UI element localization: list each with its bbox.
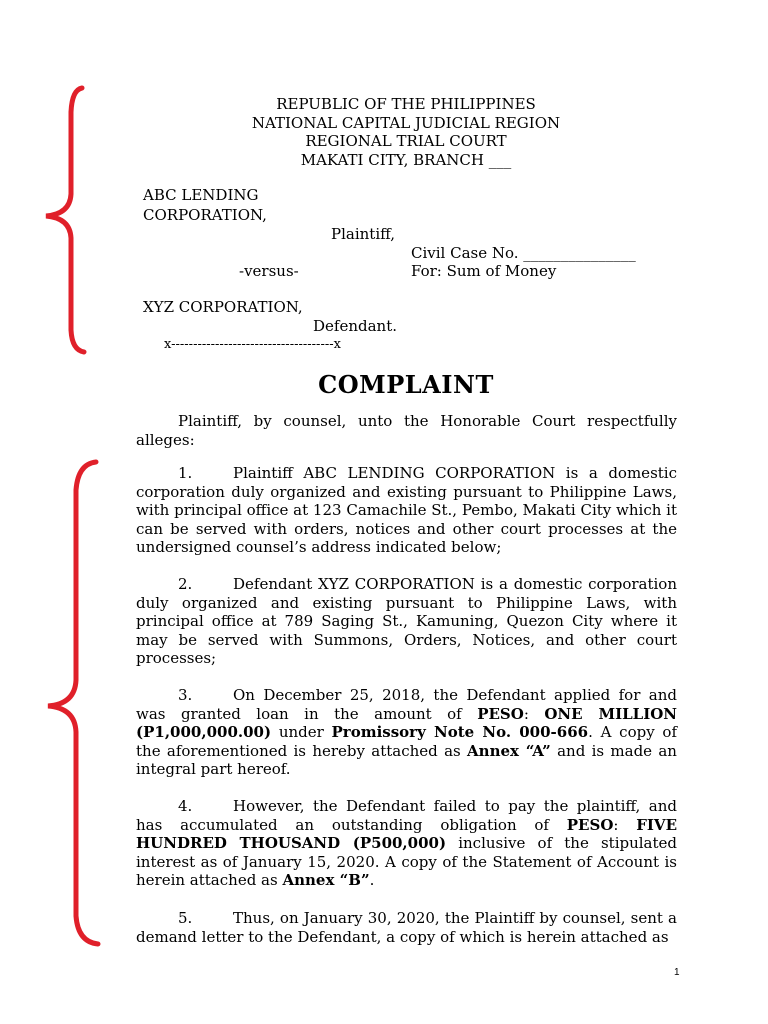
paragraph-number: 2.	[178, 575, 193, 593]
paragraph-number: 1.	[178, 464, 193, 482]
versus-label: -versus-	[239, 262, 299, 280]
obligation-amount: FIVE HUNDRED THOUSAND (P500,000)	[136, 815, 678, 852]
paragraph-text: However, the Defendant failed to pay the plaintiff, and has accumulated an outstanding obligation of	[136, 797, 677, 834]
document-title: COMPLAINT	[318, 370, 494, 399]
defendant-label: Defendant.	[313, 317, 397, 335]
paragraph-text: Plaintiff ABC LENDING CORPORATION is a domestic corporation duly organized and existing pursuant to Philippine Laws, with principal office at 123 Camachile St., Pembo, Makati City which it can be served with orders, notices and other court processes at the undersigned counsel’s address indicated below;	[136, 464, 677, 556]
civil-case-number: Civil Case No. _______________	[411, 244, 636, 262]
body-brace-marker	[40, 456, 110, 956]
plaintiff-name-line2: CORPORATION,	[143, 206, 267, 224]
paragraph-text: .	[369, 871, 375, 889]
annex-a-ref: Annex “A”	[467, 741, 551, 760]
annex-b-ref: Annex “B”	[282, 871, 370, 889]
paragraph-text: :	[613, 815, 637, 834]
allegation-paragraph-3	[136, 686, 677, 779]
intro-paragraph	[136, 412, 677, 449]
case-nature: For: Sum of Money	[411, 262, 557, 280]
allegation-paragraph-1	[136, 464, 677, 557]
loan-amount: ONE MILLION (P1,000,000.00)	[136, 704, 677, 741]
promissory-note-ref: Promissory Note No. 000-666	[331, 723, 589, 741]
plaintiff-name-line1: ABC LENDING	[143, 186, 259, 204]
defendant-name: XYZ CORPORATION,	[143, 298, 303, 316]
allegation-paragraph-5	[136, 909, 677, 946]
header-line-republic: REPUBLIC OF THE PHILIPPINES	[276, 95, 536, 113]
paragraph-text: Defendant XYZ CORPORATION is a domestic corporation duly organized and existing pursuant to Philippine Laws, with principal office at 789 Saging St., Kamuning, Quezon City where it may be served with Summons, Orders, Notices, and other court processes;	[136, 575, 677, 667]
allegation-paragraph-2	[136, 575, 677, 668]
paragraph-text: inclusive of the stipulated interest as of January 15, 2020. A copy of the Statement of Account is herein attached as	[136, 834, 678, 889]
intro-text: Plaintiff, by counsel, unto the Honorable Court respectfully alleges:	[136, 412, 677, 449]
currency-label: PESO	[566, 815, 614, 834]
court-header	[0, 95, 768, 169]
header-line-court: REGIONAL TRIAL COURT	[305, 132, 507, 150]
header-line-branch: MAKATI CITY, BRANCH ___	[300, 150, 512, 169]
paragraph-number: 5.	[178, 909, 193, 927]
paragraph-text: under	[271, 723, 332, 741]
allegation-paragraph-4	[136, 797, 677, 890]
plaintiff-label: Plaintiff,	[331, 225, 396, 243]
paragraph-number: 3.	[178, 686, 193, 704]
caption-separator: x-------------------------------------x	[164, 337, 341, 352]
header-line-region: NATIONAL CAPITAL JUDICIAL REGION	[251, 113, 561, 132]
paragraph-text: Thus, on January 30, 2020, the Plaintiff by counsel, sent a demand letter to the Defendant, a copy of which is herein attached as	[136, 909, 677, 946]
paragraph-number: 4.	[178, 797, 193, 815]
paragraph-text: On December 25, 2018, the Defendant applied for and was granted loan in the amount of	[136, 686, 677, 723]
currency-label: PESO	[477, 704, 524, 723]
page-number: 1	[674, 967, 680, 978]
paragraph-text: and is made an integral part hereof.	[136, 741, 677, 778]
paragraph-text: :	[523, 704, 545, 723]
paragraph-text: . A copy of the aforementioned is hereby attached as	[136, 723, 677, 760]
